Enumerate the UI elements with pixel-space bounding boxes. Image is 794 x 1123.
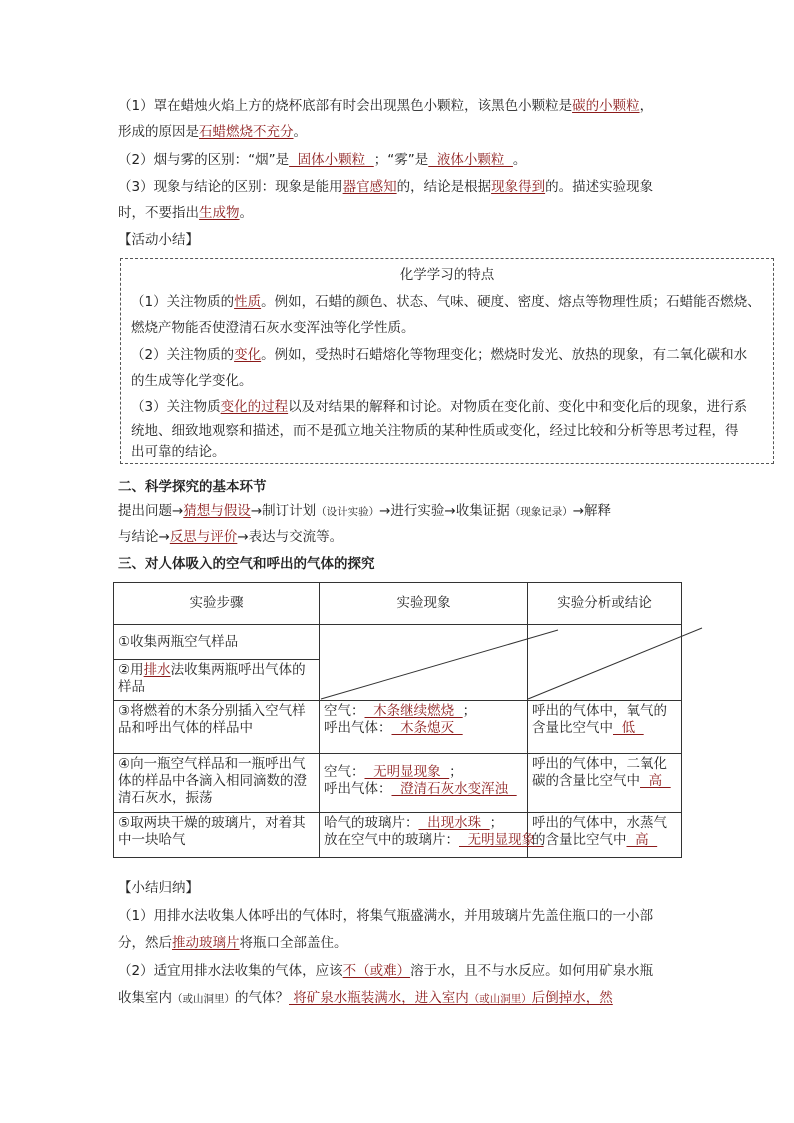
- answer-blank: 猜想与假设: [183, 503, 251, 519]
- step-cell: ④向一瓶空气样品和一瓶呼出气体的样品中各滴入相同滴数的澄清石灰水，振荡: [114, 754, 320, 813]
- experiment-table: [113, 582, 682, 858]
- answer-blank: 将矿泉水瓶装满水，进入室内: [289, 990, 469, 1006]
- box-item-1: [131, 290, 765, 314]
- box-item-3-cont2: 出可靠的结论。: [131, 444, 226, 460]
- conclusion-1-line-1: （1）用排水法收集人体呼出的气体时，将集气瓶盛满水，并用玻璃片先盖住瓶口的一小部: [118, 908, 654, 924]
- box-item-3: [131, 395, 765, 419]
- answer-blank: 液体小颗粒: [428, 152, 513, 168]
- text: （3）现象与结论的区别：现象是能用: [118, 179, 343, 195]
- table-row: [114, 625, 682, 660]
- answer-blank: 澄清石灰水变浑浊: [391, 781, 517, 797]
- text: （设计实验）: [316, 506, 380, 518]
- section-2-title: 二、科学探究的基本环节: [118, 479, 267, 495]
- text: 形成的原因是: [118, 124, 199, 140]
- answer-blank: 推动玻璃片: [172, 935, 240, 951]
- table-row: [114, 754, 682, 813]
- section-3-title: 三、对人体吸入的空气和呼出的气体的探究: [118, 556, 375, 572]
- section-2-line-1: [118, 501, 611, 522]
- step-cell: [114, 660, 320, 701]
- text: 。例如，受热时石蜡熔化等物理变化；燃烧时发光、放热的现象，有二氧化碳和水: [261, 347, 748, 363]
- conclusion-2-line-1: [118, 961, 653, 981]
- text: （1）关注物质的: [131, 294, 235, 310]
- text: （1）罩在蜡烛火焰上方的烧杯底部有时会出现黑色小颗粒，该黑色小颗粒是: [118, 98, 573, 114]
- summary-label: 【活动小结】: [118, 232, 199, 248]
- header-steps: 实验步骤: [114, 583, 320, 625]
- empty-cell-phenomena: [320, 625, 528, 701]
- answer-blank: 无明显现象: [364, 764, 450, 780]
- text: 的气体？: [235, 990, 289, 1006]
- text: 。: [239, 205, 253, 221]
- answer-blank: 低: [613, 720, 644, 736]
- answer-blank: 高: [626, 832, 658, 848]
- box-item-2: [131, 343, 765, 367]
- text: ；: [489, 815, 504, 831]
- text: 提出问题→: [118, 503, 184, 519]
- text: 以及对结果的解释和讨论。对物质在变化前、变化中和变化后的现象，进行系: [288, 399, 748, 415]
- text: 的，结论是根据: [396, 179, 492, 195]
- answer-blank: 变化的过程: [220, 399, 289, 415]
- answer-blank: 出现水珠: [418, 815, 490, 831]
- conclusion-2-line-2: [118, 988, 613, 1009]
- answer-blank: 变化: [234, 347, 262, 363]
- answer-blank: 不（或难）: [342, 963, 411, 979]
- text: 。: [512, 152, 527, 168]
- text: →解释: [572, 503, 612, 519]
- text: 时，不要指出: [118, 205, 199, 221]
- text: ②用: [118, 662, 144, 678]
- text: 呼出的气体中，水蒸气的含量比空气中: [532, 815, 667, 848]
- text: 的。描述实验现象: [545, 179, 654, 195]
- box-item-3-cont: 统地、细致地观察和描述，而不是孤立地关注物质的某种性质或变化，经过比较和分析等思考过程，得: [131, 423, 739, 439]
- answer-blank: 石蜡燃烧不充分: [199, 124, 294, 140]
- section-2-line-2: [118, 527, 343, 547]
- para-1-line-2: [118, 122, 307, 142]
- text: 放在空气中的玻璃片：: [324, 832, 459, 848]
- answer-blank: 后倒掉水，然: [531, 990, 613, 1006]
- answer-blank: 高: [640, 773, 671, 789]
- text: ；“雾”是: [373, 152, 429, 168]
- text: 空气：: [324, 764, 365, 780]
- phenomena-cell: [320, 701, 528, 754]
- answer-blank: 木条熄灭: [391, 720, 463, 736]
- phenomena-cell: [320, 754, 528, 813]
- text: →进行实验→收集证据: [379, 503, 510, 519]
- answer-blank: 固体小颗粒: [289, 152, 374, 168]
- answer-blank: 生成物: [199, 205, 240, 221]
- text: 。: [293, 124, 307, 140]
- answer-blank: 器官感知: [342, 179, 397, 195]
- text: 将瓶口全部盖住。: [239, 935, 348, 951]
- conclusion-cell: [528, 701, 682, 754]
- phenomena-cell: [320, 813, 544, 858]
- text: 哈气的玻璃片：: [324, 815, 419, 831]
- box-item-2-cont: 的生成等化学变化。: [131, 373, 253, 389]
- text: →表达与交流等。: [237, 529, 344, 545]
- text: （2）关注物质的: [131, 347, 235, 363]
- text: 呼出气体：: [324, 720, 392, 736]
- step-cell: ①收集两瓶空气样品: [114, 625, 320, 660]
- conclusion-cell: [528, 813, 682, 858]
- para-3-line-2: [118, 203, 253, 223]
- text: 空气：: [324, 703, 365, 719]
- answer-blank: 反思与评价: [169, 529, 238, 545]
- text: ；: [462, 703, 477, 719]
- para-2: [118, 150, 526, 170]
- para-1-line-1: [118, 96, 653, 116]
- text: （2）烟与雾的区别：“烟”是: [118, 152, 290, 168]
- text: →制订计划: [250, 503, 317, 519]
- box-item-1-cont: 燃烧产物能否使澄清石灰水变浑浊等化学性质。: [131, 320, 415, 336]
- answer-blank: 木条继续燃烧: [364, 703, 463, 719]
- table-header-row: [114, 583, 682, 625]
- text: 分，然后: [118, 935, 172, 951]
- text: （现象记录）: [509, 506, 573, 518]
- text: 溶于水，且不与水反应。如何用矿泉水瓶: [410, 963, 654, 979]
- answer-blank: 碳的小颗粒: [572, 98, 640, 114]
- text: （2）适宜用排水法收集的气体，应该: [118, 963, 343, 979]
- text: 。例如，石蜡的颜色、状态、气味、硬度、密度、熔点等物理性质；石蜡能否燃烧、: [261, 294, 761, 310]
- text: 呼出的气体中，氧气的含量比空气中: [532, 703, 667, 736]
- answer-blank: 排水: [143, 662, 171, 678]
- conclusion-label: 【小结归纳】: [118, 880, 199, 896]
- text: 呼出的气体中，二氧化碳的含量比空气中: [532, 756, 667, 789]
- header-phenomena: 实验现象: [320, 583, 528, 625]
- answer-blank: 性质: [234, 294, 262, 310]
- conclusion-1-line-2: [118, 933, 348, 953]
- summary-box: [120, 258, 774, 464]
- answer-blank: 现象得到: [491, 179, 546, 195]
- header-conclusion: 实验分析或结论: [528, 583, 682, 625]
- text: ，: [639, 98, 654, 114]
- text: ；: [449, 764, 463, 780]
- empty-cell-conclusion: [528, 625, 682, 701]
- table-row: [114, 701, 682, 754]
- conclusion-cell: [528, 754, 682, 813]
- para-3-line-1: [118, 177, 653, 197]
- text: （或山洞里）: [172, 993, 235, 1005]
- text: 法收集两瓶呼出气体的样品: [118, 662, 306, 695]
- box-title: 化学学习的特点: [399, 267, 495, 283]
- table-row: [114, 813, 682, 858]
- text: 与结论→: [118, 529, 170, 545]
- answer-blank: 无明显现象: [459, 832, 544, 848]
- text: （3）关注物质: [131, 399, 221, 415]
- step-cell: ③将燃着的木条分别插入空气样品和呼出气体的样品中: [114, 701, 320, 754]
- text: 呼出气体：: [324, 781, 392, 797]
- answer-blank: （或山洞里）: [468, 993, 532, 1005]
- text: 收集室内: [118, 990, 172, 1006]
- step-cell: ⑤取两块干燥的玻璃片，对着其中一块哈气: [114, 813, 320, 858]
